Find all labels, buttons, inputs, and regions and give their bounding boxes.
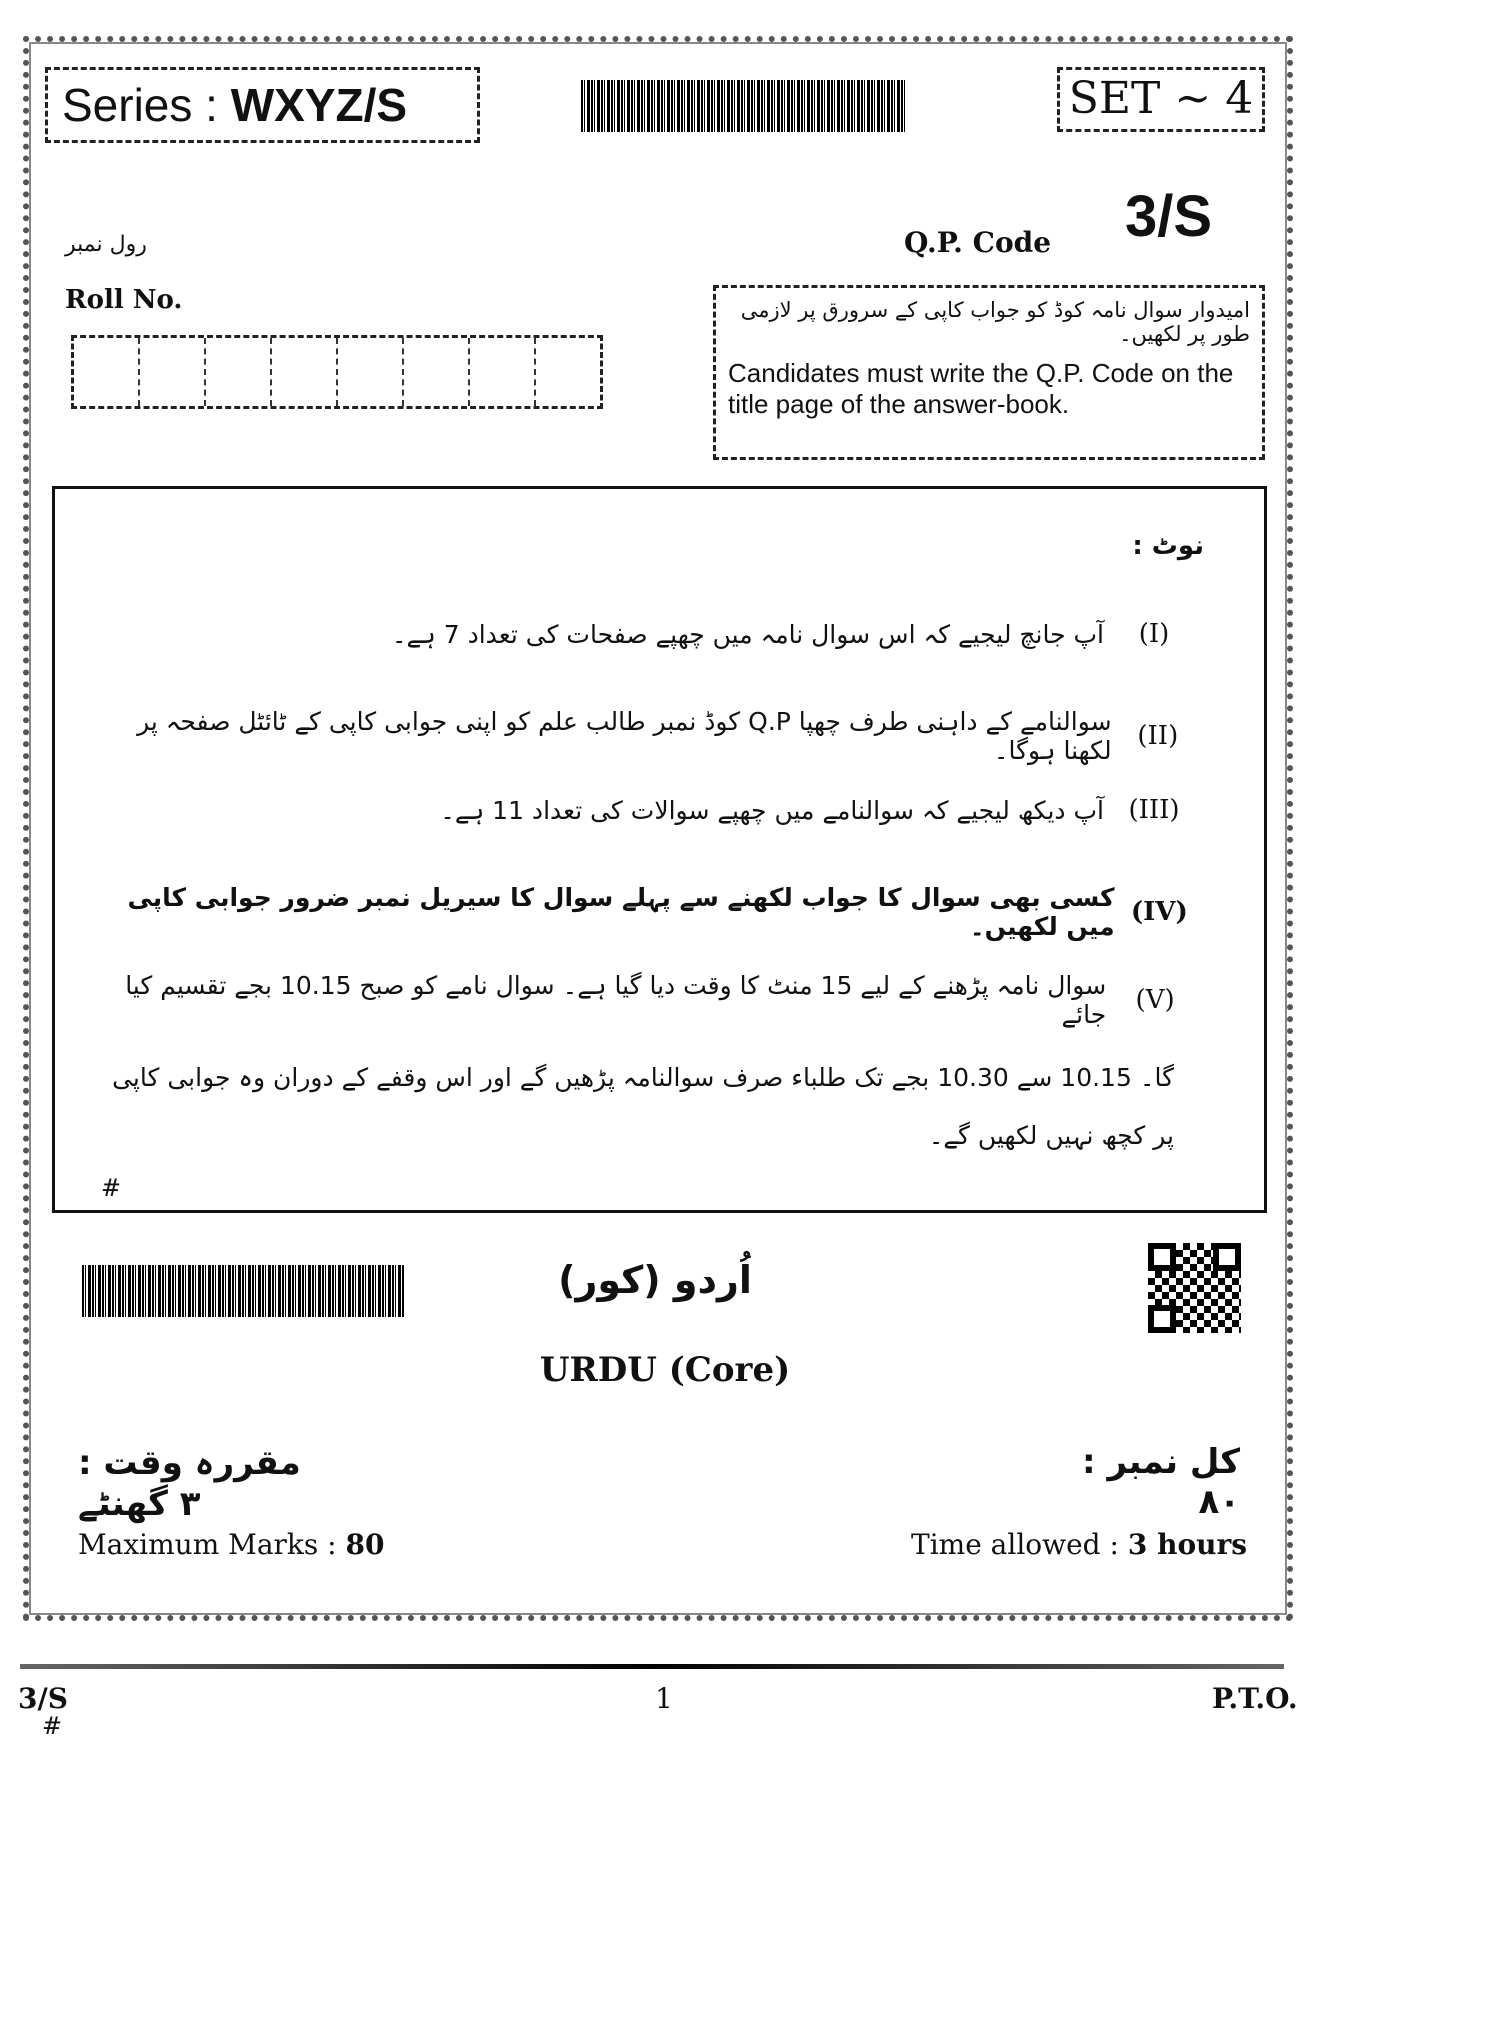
- top-barcode: [581, 80, 905, 132]
- candidates-instruction-urdu: امیدوار سوال نامہ کوڈ کو جواب کاپی کے سرورق پر لازمی طور پر لکھیں۔: [740, 298, 1250, 346]
- candidates-instruction-english: Candidates must write the Q.P. Code on the title page of the answer-book.: [728, 358, 1234, 419]
- note-heading: نوٹ :: [1132, 531, 1204, 561]
- roll-no-urdu: رول نمبر: [65, 232, 147, 257]
- candidates-instruction-box: [713, 285, 1265, 460]
- item-number: (V): [1135, 985, 1175, 1015]
- item-number: (III): [1128, 795, 1180, 825]
- roll-no-input-boxes[interactable]: [71, 335, 603, 409]
- series-value: WXYZ/S: [230, 79, 408, 131]
- subject-title-english: URDU (Core): [539, 1350, 791, 1390]
- footer-divider: [20, 1664, 1284, 1669]
- max-marks-label: Maximum Marks :: [78, 1528, 337, 1561]
- roll-no-label: Roll No.: [65, 285, 183, 315]
- instruction-item: [95, 971, 1204, 1029]
- roll-digit-box[interactable]: [140, 338, 206, 406]
- roll-digit-box[interactable]: [206, 338, 272, 406]
- time-allowed-value: 3 hours: [1127, 1528, 1247, 1561]
- series-box: [45, 67, 480, 143]
- item-text: آپ دیکھ لیجیے کہ سوالنامے میں چھپے سوالات کی تعداد 11 ہے۔: [440, 795, 1104, 825]
- roll-digit-box[interactable]: [74, 338, 140, 406]
- page-number: 1: [655, 1682, 673, 1715]
- bottom-barcode: [82, 1265, 405, 1317]
- qp-code-value: 3/S: [1125, 184, 1213, 249]
- roll-digit-box[interactable]: [272, 338, 338, 406]
- roll-digit-box[interactable]: [470, 338, 536, 406]
- instruction-item: [95, 795, 1204, 825]
- max-marks-urdu: کل نمبر : ۸۰: [1082, 1442, 1240, 1522]
- item-number: (I): [1138, 619, 1170, 649]
- qr-code: [1148, 1243, 1241, 1333]
- item-text: کسی بھی سوال کا جواب لکھنے سے پہلے سوال کا سیریل نمبر ضرور جوابی کاپی میں لکھیں۔: [127, 883, 1115, 941]
- roll-digit-box[interactable]: [338, 338, 404, 406]
- qp-code-label: Q.P. Code: [904, 226, 1052, 259]
- hash-mark: #: [101, 1174, 122, 1202]
- item-text: سوال نامہ پڑھنے کے لیے 15 منٹ کا وقت دیا گیا ہے۔ سوال نامے کو صبح 10.15 بجے تقسیم کیا جائے: [125, 971, 1107, 1029]
- roll-digit-box[interactable]: [536, 338, 600, 406]
- instructions-box: [52, 486, 1267, 1213]
- instruction-item: [95, 619, 1204, 649]
- series-label: Series :: [62, 79, 218, 131]
- item-number: (IV): [1130, 897, 1188, 927]
- instruction-item: [95, 883, 1204, 941]
- instruction-item: [95, 707, 1204, 765]
- set-box: SET ~ 4: [1057, 67, 1265, 132]
- item-text: آپ جانچ لیجیے کہ اس سوال نامہ میں چھپے صفحات کی تعداد 7 ہے۔: [391, 619, 1104, 649]
- time-allowed: [911, 1528, 1247, 1561]
- footer-code: 3/S: [18, 1682, 68, 1715]
- time-allowed-label: Time allowed :: [911, 1528, 1119, 1561]
- max-marks-value: 80: [345, 1528, 385, 1561]
- max-marks: [78, 1528, 384, 1561]
- item-number: (II): [1137, 721, 1179, 751]
- subject-title-urdu: اُردو (کور): [558, 1258, 752, 1302]
- time-allowed-urdu: مقررہ وقت : ۳ گھنٹے: [78, 1443, 301, 1524]
- instruction-continuation: گا۔ 10.15 سے 10.30 بجے تک طلباء صرف سوالنامہ پڑھیں گے اور اس وقفے کے دوران وہ جوابی کاپی پر کچھ نہیں لکھیں گے۔: [112, 1063, 1174, 1150]
- footer-hash: #: [42, 1712, 63, 1740]
- roll-digit-box[interactable]: [404, 338, 470, 406]
- item-text: سوالنامے کے داہنی طرف چھپا Q.P کوڈ نمبر طالب علم کو اپنی جوابی کاپی کے ٹائٹل صفحہ پر لکھنا ہوگا۔: [137, 707, 1112, 765]
- pto-label: P.T.O.: [1212, 1682, 1298, 1715]
